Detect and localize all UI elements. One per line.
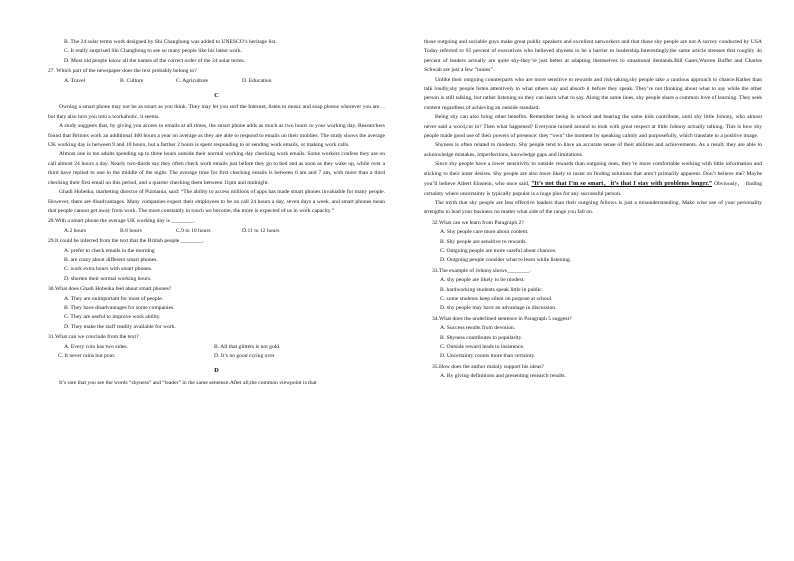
passage-c-paragraph: Ghadi Hobeika, marketing director of Pizmania, said: “The ability to access millions of apps has made smart phones invaluable for many people. However, there are disadvantages. Many companies expect their employees to be on call 24 hours a day, seven days a week, and smart phones mean that people cannot get away from work. The more constantly in touch we become, the more is expected of us in work capacity.” <box>48 189 385 214</box>
q34-option-b: B. Shyness contributes to popularity. <box>440 334 523 341</box>
q28-option-c: C.9 to 10 hours <box>176 227 211 234</box>
q34-option-a: A. Success results from devotion. <box>440 325 516 332</box>
q27-option-d: D. Education <box>242 77 272 84</box>
q34-stem: 34.What does the underlined sentence in Paragraph 5 suggest? <box>432 315 572 322</box>
einstein-text-after: Obviously， finding certainty where uncertainty is typically popular is a huge plus for any successful person. <box>424 181 763 197</box>
q31-options-row2 <box>48 352 385 361</box>
q31-option-b: B. All that glitters is not gold. <box>214 343 281 350</box>
passage-d-paragraph: those outgoing and sociable guys make great public speakers and excellent networkers and that those shy people are not.A survey conducted by USA Today referred to 65 percent of executives who believed shyness to be a barrier to leadership.Interestingly,the same article stresses that roughly 4o percent of leaders actually are quite shy-they’re just better at adapting themselves to situational demands.Bill Gates,Warren Buffet and Charles Schwab are just a few “innies”. <box>424 39 762 74</box>
q27-stem: 27. Which part of the newspaper does the text probably belong to? <box>48 68 197 75</box>
q32-option-c: C. Outgoing people are more careful about chances. <box>440 247 557 254</box>
q30-option-a: A. They are unimportant for most of people. <box>64 295 164 302</box>
q29-stem: 29.It could be inferred from the text that the British people ________. <box>48 238 205 245</box>
q33-stem: 33.The example of Johnny shows________. <box>432 267 531 274</box>
q31-option-a: A. Every coin has two sides. <box>64 343 128 350</box>
q28-option-a: A.2 hours <box>64 227 87 234</box>
q31-option-d: D. It’s no good crying over <box>214 353 275 359</box>
q33-option-c: C. some students keep silent on purpose at school. <box>440 295 553 302</box>
q27-option-b: B. Culture <box>120 77 144 84</box>
q33-option-b: B. hardworking students speak little in public. <box>440 286 544 293</box>
q34-option-c: C. Outside reward leads to insistence. <box>440 344 525 350</box>
passage-c-heading: C <box>214 92 219 100</box>
q26-option-d: D. Most old people know all the names of the correct order of the 24 solar terms. <box>64 57 246 64</box>
passage-d-paragraph: Shyness is often related to modesty. Shy people tend to have an accurate sense of their abilities and achievements. As a result, they are able to acknowledge mistakes, imperfections, knowledge gaps and limitations. <box>424 142 762 158</box>
passage-c-paragraph: Owning a smart phone may not be as smart as you think. They may let you surf the Internet, listen to music and snap photos wherever you are… but they also turn you into a workaholic, it seems. <box>48 104 385 120</box>
passage-d-paragraph: Unlike their outgoing counterparts who are more sensitive to rewards and risk-taking,shy people take a cautious approach to chance.Rather than talk loudly,shy people listen attentively to what others say and absorb it before they speak. They’re not thinking about what to say while the other person is still talking, but rather listening so they can learn what to say. Along the same lines, shy people share a common love of learning. They seek content regardless of achieving an outside standard. <box>424 76 762 111</box>
q32-stem: 32.What can we learn from Paragraph 2? <box>432 219 524 226</box>
q31-options-row1 <box>48 343 385 352</box>
passage-c-paragraph: Almost one in ten adults spending up to three hours outside their normal working day checking work emails. Some workers confess they are on call almost 24 hours a day. Nearly two-thirds say they often check work emails just before they go to bed and as soon as they wake up, while over a third have replied to one in the middle of the night. The average time for first checking emails is between 6 am and 7 am, with more than a third checking their first email on this period, and a quarter checking them between 11pm and midnight. <box>48 151 385 186</box>
q28-options <box>48 227 385 236</box>
passage-d-paragraph: The myth that shy people are less effective leaders than their outgoing fellows is just a misunderstanding. Make wise use of your personality strengths to lead your business no matter what side of the range you fall on. <box>424 199 762 216</box>
q31-stem: 31.What can we conclude from the text? <box>48 334 139 341</box>
passage-c-paragraph: A study suggests that, by giving you access to emails at all times, the smart phone adds as much as two hours to your working day. Researchers found that Britons work an additional 460 hours a year on average as they are able to respond to emails on their mobiles. The study shows the average UK working day is between 9 and 10 hours, but a further 2 hours is spent responding to or sending work emails, or making work calls. <box>48 123 385 149</box>
q32-option-a: A. Shy people care more about content. <box>440 229 529 236</box>
q27-options <box>48 77 385 86</box>
passage-d-paragraph-einstein <box>424 160 762 199</box>
einstein-text-before: Since shy people have a lower sensitivity to outside rewards than outgoing ones, they’re more comfortable working with little information and sticking to their inner desires. Shy people are also more likely to insist on finding solutions that aren’t primarily apparent. Don’t believe me? Maybe you’ll believe Albert Einstein, who once said, <box>424 161 762 188</box>
q28-stem: 28.With a smart phone the average UK working day is ________. <box>48 218 196 225</box>
q33-option-d: D. shy people may have an advantage in discussion. <box>440 305 557 312</box>
q33-option-a: A. shy people are likely to be modest. <box>440 277 525 284</box>
q28-option-b: B.8 hours <box>120 227 142 234</box>
q35-stem: 35.How does the author mainly support his ideas? <box>432 363 544 370</box>
q27-option-a: A. Travel <box>64 77 86 84</box>
q29-option-c: C. work extra hours with smart phones. <box>64 266 153 273</box>
q29-option-b: B. are crazy about different smart phones. <box>64 256 158 263</box>
q29-option-a: A. prefer to check emails in the morning <box>64 247 155 254</box>
underlined-sentence: “It’s not that I’m so smart，it’s that I stay with problems longer.” <box>531 180 713 188</box>
q28-option-d: D.11 to 12 hours <box>242 227 280 234</box>
q34-option-d: D. Uncertainty counts more than certainty. <box>440 353 536 360</box>
q30-option-b: B. They have disadvantages for some companies. <box>64 304 175 311</box>
q32-option-d: D. Outgoing people consider what to learn while listening. <box>440 257 572 264</box>
q35-option-a: A. By giving definitions and presenting research results. <box>440 373 566 380</box>
q30-option-d: D. They make the staff readily available for work. <box>64 323 176 330</box>
passage-d-heading: D <box>214 367 219 375</box>
q32-option-b: B. Shy people are sensitive to rewards. <box>440 238 527 245</box>
q29-option-d: D. shorten their normal working hours. <box>64 275 152 282</box>
right-column <box>424 38 762 382</box>
left-column <box>48 38 385 388</box>
q26-option-c: C. It really surprised Shi Changhong to see so many people like his latest work. <box>64 48 243 55</box>
q30-stem: 30.What does Ghadi Hobeika feel about smart phones? <box>48 286 172 293</box>
passage-d-paragraph: Being shy can also bring other benefits. Remember being in school and hearing the same kids contribute, until shy little Johnny, who almost never said a word,cut in? Then what happened? Everyone turned around to look with great respect at little Johnny actually talking. This is how shy people made good use of their powers of presence: they “own” the moment by speaking calmly and purposefully, which translate to a positive image. <box>424 114 762 140</box>
q30-option-c: C. They are useful to improve work ability. <box>64 314 161 321</box>
q27-option-c: C. Agriculture <box>176 77 209 84</box>
q26-option-b: B. The 24 solar terms work designed by Shi Changhong was added to UNESCO’s heritage list. <box>64 39 277 45</box>
passage-d-paragraph: It’s rare that you see the words “shyness” and “leader” in the same sentence.After all,the common viewpoint is that <box>59 379 317 386</box>
q31-option-c: C. It never rains but pour. <box>58 353 116 359</box>
